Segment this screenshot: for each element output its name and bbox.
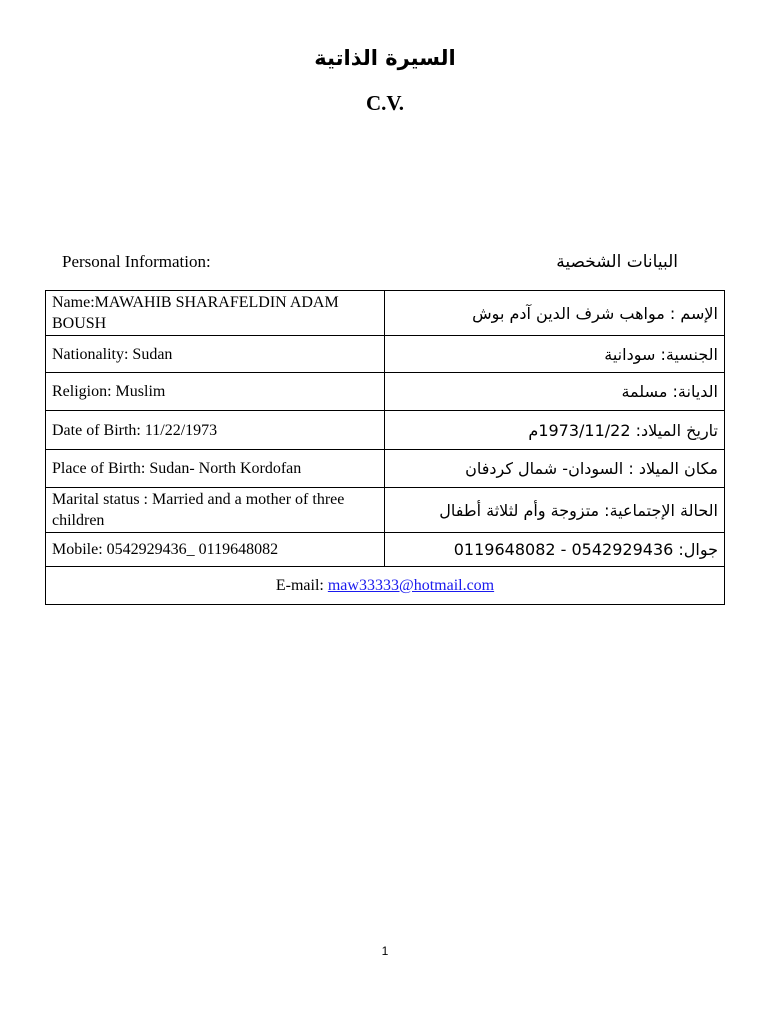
email-label: E-mail: — [275, 577, 328, 594]
table-row-date-of-birth — [46, 411, 725, 450]
email-cell — [46, 567, 725, 605]
table-row-mobile — [46, 533, 725, 567]
table-row-religion — [46, 373, 725, 411]
table-row-email — [46, 567, 725, 605]
section-heading-arabic: البيانات الشخصية — [556, 252, 678, 272]
marital-status-english: Marital status : Married and a mother of three children — [46, 488, 385, 533]
page-number: 1 — [381, 944, 389, 958]
marital-status-arabic: الحالة الإجتماعية: متزوجة وأم لثلاثة أطفال — [385, 488, 725, 533]
mobile-arabic: جوال: 0542929436 - 0119648082 — [385, 533, 725, 567]
name-arabic: الإسم : مواهب شرف الدين آدم بوش — [385, 291, 725, 336]
mobile-english: Mobile: 0542929436_ 0119648082 — [46, 533, 385, 567]
religion-arabic: الديانة: مسلمة — [385, 373, 725, 411]
date-of-birth-arabic: تاريخ الميلاد: 1973/11/22م — [385, 411, 725, 450]
email-link[interactable]: maw33333@hotmail.com — [327, 577, 495, 594]
personal-info-table — [45, 290, 725, 605]
nationality-english: Nationality: Sudan — [46, 336, 385, 373]
place-of-birth-arabic: مكان الميلاد : السودان- شمال كردفان — [385, 450, 725, 488]
place-of-birth-english: Place of Birth: Sudan- North Kordofan — [46, 450, 385, 488]
religion-english: Religion: Muslim — [46, 373, 385, 411]
section-heading-english: Personal Information: — [62, 252, 211, 271]
date-of-birth-english: Date of Birth: 11/22/1973 — [46, 411, 385, 450]
table-row-name — [46, 291, 725, 336]
table-row-nationality — [46, 336, 725, 373]
table-row-place-of-birth — [46, 450, 725, 488]
title-arabic: السيرة الذاتية — [314, 46, 456, 70]
name-english: Name:MAWAHIB SHARAFELDIN ADAM BOUSH — [46, 291, 385, 336]
table-row-marital-status — [46, 488, 725, 533]
title-english: C.V. — [365, 91, 405, 115]
nationality-arabic: الجنسية: سودانية — [385, 336, 725, 373]
